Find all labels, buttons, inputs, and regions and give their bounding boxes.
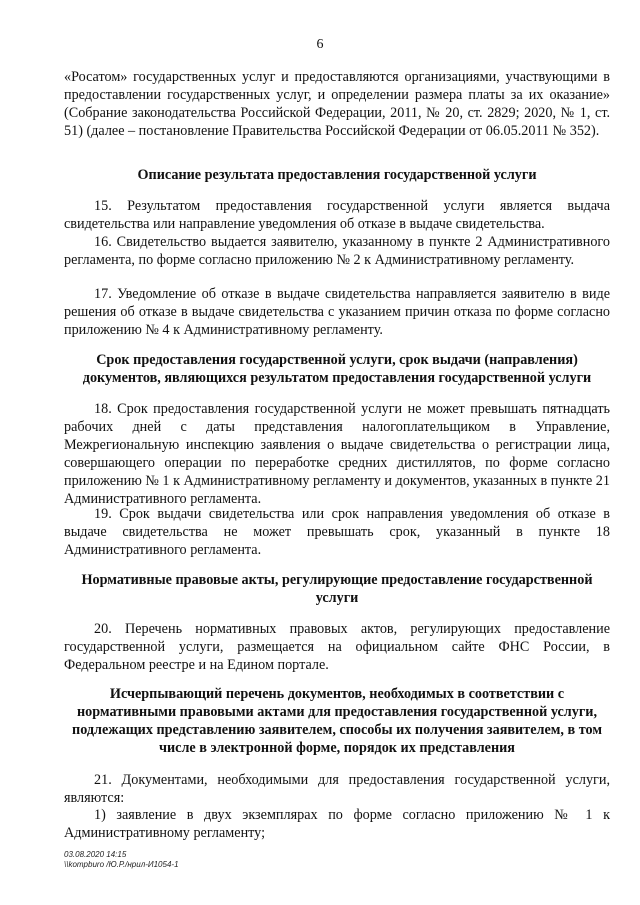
paragraph-17: 17. Уведомление об отказе в выдаче свидетельства направляется заявителю в виде решения об отказе в выдаче свидетельства с указанием причин отказа по форме согласно приложению № 4 к Административному регламенту. [64,286,610,338]
paragraph-20: 20. Перечень нормативных правовых актов, регулирующих предоставление государственной услуги, размещается на официальном сайте ФНС России, в Федеральном реестре и на Едином портале. [64,621,610,673]
section-heading-result: Описание результата предоставления государственной услуги [137,167,537,183]
page-number: 6 [316,37,324,52]
section-heading-term: Срок предоставления государственной услуги, срок выдачи (направления) документов, являющихся результатом предоставления государственной услуги [82,352,592,386]
paragraph-15: 15. Результатом предоставления государственной услуги является выдача свидетельства или направление уведомления об отказе в выдаче свидетельства. [64,198,610,232]
paragraph-21-item-1: 1) заявление в двух экземплярах по форме согласно приложению № 1 к Административному регламенту; [64,807,610,841]
paragraph-21: 21. Документами, необходимыми для предоставления государственной услуги, являются: [64,772,610,806]
paragraph-18: 18. Срок предоставления государственной услуги не может превышать пятнадцать рабочих дней с даты представления налогоплательщиком в Управление, Межрегиональную инспекцию заявления о выдаче свидетельства о регистрации лица, совершающего операции по переработке средних дистиллятов, по форме согласно приложению № 1 к Административному регламенту и документов, указанных в пункте 21 Административного регламента. [64,401,610,507]
paragraph-19: 19. Срок выдачи свидетельства или срок направления уведомления об отказе в выдаче свидетельства не может превышать срок, указанный в пункте 18 Административного регламента. [64,506,610,558]
footer-stamp [64,850,179,870]
paragraph-intro: «Росатом» государственных услуг и предоставляются организациями, участвующими в предоставлении государственных услуг, и определении размера платы за их оказание» (Собрание законодательства Российской Федерации, 2011, № 20, ст. 2829; 2020, № 1, ст. 51) (далее – постановление Правительства Российской Федерации от 06.05.2011 № 352). [64,69,610,139]
section-heading-legal-acts: Нормативные правовые акты, регулирующие предоставление государственной услуги [81,572,593,606]
footer-path: \\kompburo /Ю.Р./нрил-И1054-1 [64,860,179,869]
paragraph-16: 16. Свидетельство выдается заявителю, указанному в пункте 2 Административного регламента, по форме согласно приложению № 2 к Административному регламенту. [64,234,610,268]
footer-date: 03.08.2020 14:15 [64,850,127,859]
section-heading-documents: Исчерпывающий перечень документов, необходимых в соответствии с нормативными правовыми актами для предоставления государственной услуги, подлежащих представлению заявителем, способы их получения заявителем, в том числе в электронной форме, порядок их представления [72,686,602,756]
